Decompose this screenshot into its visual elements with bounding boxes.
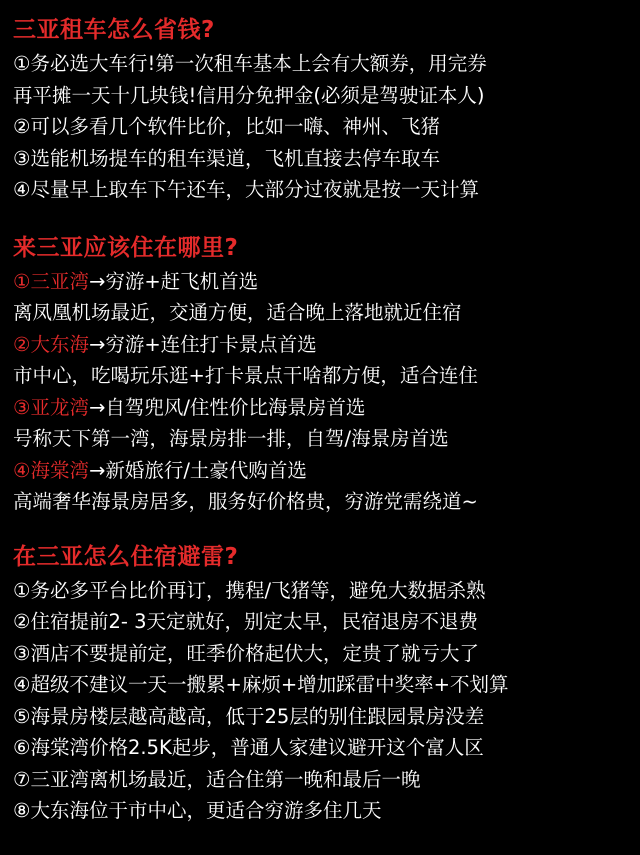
section-heading-car-rental: 三亚租车怎么省钱? bbox=[13, 17, 215, 43]
accommodation-tip-5: ⑤海景房楼层越高越高，低于25层的别住跟园景房没差 bbox=[13, 704, 485, 728]
accommodation-tip-4: ④超级不建议一天一搬累+麻烦+增加踩雷中奖率+不划算 bbox=[13, 673, 509, 696]
area-item-sanya-bay bbox=[13, 266, 630, 298]
section-spacer bbox=[13, 518, 630, 539]
area-name: ③亚龙湾 bbox=[13, 395, 89, 419]
accommodation-tip-7: ⑦三亚湾离机场最近，适合住第一晚和最后一晚 bbox=[13, 767, 421, 791]
area-name: ④海棠湾 bbox=[13, 458, 89, 482]
area-item-dadonghai bbox=[13, 329, 630, 361]
car-rental-line-1: ①务必选大车行!第一次租车基本上会有大额券，用完券 bbox=[13, 52, 487, 75]
area-tag: →自驾兜风/住性价比海景房首选 bbox=[88, 395, 366, 419]
car-rental-line-2: 再平摊一天十几块钱!信用分免押金(必须是驾驶证本人) bbox=[13, 83, 485, 107]
section-heading-accommodation-tips: 在三亚怎么住宿避雷? bbox=[13, 543, 239, 570]
section-spacer bbox=[13, 206, 630, 230]
area-desc-yalong-bay: 号称天下第一湾，海景房排一排，自驾/海景房首选 bbox=[13, 427, 449, 450]
area-tag: →穷游+赶飞机首选 bbox=[88, 269, 259, 293]
area-desc-dadonghai: 市中心，吃喝玩乐逛+打卡景点干啥都方便，适合连住 bbox=[13, 364, 478, 387]
car-rental-line-4: ③选能机场提车的租车渠道，飞机直接去停车取车 bbox=[13, 146, 440, 170]
accommodation-tip-2: ②住宿提前2- 3天定就好，别定太早，民宿退房不退费 bbox=[13, 610, 479, 633]
car-rental-line-3: ②可以多看几个软件比价，比如一嗨、神州、飞猪 bbox=[13, 115, 440, 138]
area-item-yalong-bay bbox=[13, 392, 630, 424]
accommodation-tip-6: ⑥海棠湾价格2.5K起步，普通人家建议避开这个富人区 bbox=[13, 736, 484, 759]
area-desc-sanya-bay: 离凤凰机场最近，交通方便，适合晚上落地就近住宿 bbox=[13, 301, 462, 324]
area-desc-haitang-bay: 高端奢华海景房居多，服务好价格贵，穷游党需绕道~ bbox=[13, 490, 478, 513]
section-heading-where-to-stay: 来三亚应该住在哪里? bbox=[13, 234, 239, 261]
car-rental-line-5: ④尽量早上取车下午还车，大部分过夜就是按一天计算 bbox=[13, 178, 479, 201]
area-item-haitang-bay bbox=[13, 455, 630, 487]
accommodation-tip-1: ①务必多平台比价再订，携程/飞猪等，避免大数据杀熟 bbox=[13, 578, 486, 602]
area-tag: →新婚旅行/土豪代购首选 bbox=[88, 458, 307, 482]
area-name: ②大东海 bbox=[13, 332, 89, 356]
area-tag: →穷游+连住打卡景点首选 bbox=[88, 332, 317, 356]
accommodation-tip-8: ⑧大东海位于市中心，更适合穷游多住几天 bbox=[13, 799, 382, 822]
accommodation-tip-3: ③酒店不要提前定，旺季价格起伏大，定贵了就亏大了 bbox=[13, 641, 479, 665]
area-name: ①三亚湾 bbox=[13, 269, 89, 293]
